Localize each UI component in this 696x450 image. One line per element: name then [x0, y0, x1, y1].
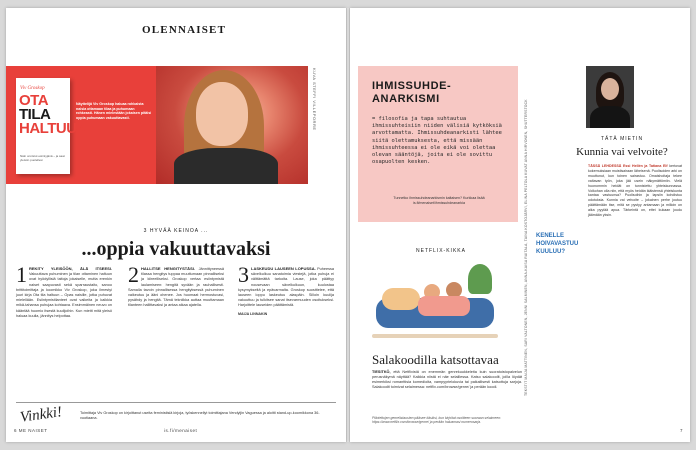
photo-face — [196, 82, 248, 146]
book-title-line2: TILA — [19, 106, 51, 123]
definition-source: Tunnetko ihmissuhdeanarkismin kaltaisen? Kurkkaa lisää is.fi/menaiset/ihmissuhdeanarkia — [393, 196, 485, 205]
step-body: Puheessa sävelkulkuu sanatoimia viestejä, jotka puhuja ei välttämättä tarkoita. Lause, joka päättyy nousevaan sävelkulkuun, kuulostaa kysymykseltä ja epävarmalta. Groskop suosittelee, että lauseen loppu laskeutuu alaspäin. Silloin kuulija vakuuttuu ja tulkitsee sanat itsevarmuuden osoitukseksi. Harjoittele lauseiden päättämistä. — [238, 267, 334, 308]
pillow-shape — [382, 288, 420, 310]
definition-heading: IHMISSUHDE-ANARKISMI — [372, 80, 452, 105]
couch-illustration — [372, 258, 498, 348]
definition-box — [358, 66, 518, 222]
photo-credit: KUVA STEFFI VILLEPORRE — [312, 68, 317, 131]
page-folio-right: 7 — [680, 428, 683, 433]
netflix-title: Salakoodilla katsottavaa — [372, 352, 499, 367]
section-title: OLENNAISET — [142, 24, 227, 36]
step-lead: LASKEUDU LAUSEEN LOPUSSA. — [251, 266, 316, 271]
tip-badge: Vinkki! — [19, 404, 64, 426]
step-number: 1 — [16, 262, 27, 287]
netflix-kicker: NETFLIX-KIKKA — [416, 248, 466, 254]
website-url: is.fi/menaiset — [164, 428, 198, 433]
author-photo — [156, 66, 308, 184]
column-kicker: TÄTÄ MIETIN — [600, 136, 644, 142]
right-page — [350, 8, 690, 442]
book-author: Viv Groskop — [20, 86, 45, 91]
plant-icon — [468, 264, 492, 294]
photo-body — [174, 148, 278, 184]
column-body-text: kertovat kokemuksiaan muistisairaan läheisenä. Puolisoiden arki on muuttunut, kun toinen sairastuu. Omaishoitaja tekee valtavan työn, joka jää usein näkymättömiin. Vielä huonommin heidät on tunnistettu yhteiskunnassa. Voikohan olla niin, että myös heidän ikäistensä yhteiskunta kantaa vastuunsa? Puolisoihin ja lapsiin kohdistuu odotuksia. Kunnia vai velvoite – jokainen perhe joutuu päättämään itse, mitä se pystyy antamaan ja milloin on aika pyytää apua. Tärkeintä on, ettei kukaan joudu jäämään yksin. — [588, 164, 682, 218]
portrait-face — [601, 78, 619, 100]
column-title: Kunnia vai velvoite? — [576, 146, 668, 158]
book-cover — [16, 78, 87, 174]
netflix-body-lead: TIESITKÖ, — [372, 370, 391, 374]
article-headline: ...oppia vakuuttavaksi — [81, 238, 271, 260]
article-column-1 — [16, 262, 112, 319]
definition-text: = filosofia ja tapa suhtautua ihmissuhteisiin niiden välisiä kytköksiä arvottamatta. Ihmissuhdeanarkisti lähtee siitä olettamuksesta, että missään ihmissuhteessa ei ole eikä voi olettaa olevan sääntöjä, joita ei ole sovittu osapuolten kesken. — [372, 116, 502, 166]
book-title-line1: OTA — [19, 92, 49, 109]
left-page — [6, 8, 346, 442]
page-folio-left: 6 ME NAISET — [14, 428, 48, 433]
tip-text: Toimittaja Viv Groskop on kirjoittanut useita feministisiä kirjoja, työskennellyt toimittajana Vendyljin Vaguessa ja aloitti stand-up-koomikkona 36-vuotiaana. — [80, 411, 320, 420]
step-body: Jännittyneessä tilassa hengitys tuppaa muuttumaan pinnalliseksi ja kiireelliseksi. Groskop vertaa esiintymistä laulamiseen: hengitä syvään ja rauhallisesti. Samalla tavoin pinnallisessa hengityksessä puhuminen vaikeutuu ja ääni ohenee. Jos huomaat hermostuvasi, pysähdy ja hengitä. Tämä tekniikka auttaa muuttamaan tilanteen hallittavaksi ja antaa aikaa ajatella. — [128, 267, 224, 308]
step-lead: HALLITSE HENGITYSTÄSI. — [141, 266, 195, 271]
netflix-body-text: että Netflixistä on enemmän genrekuukkeleita kuin suoratoistopalvelun perusnäkymä näyttää? Kaikkia niistä ei näe selaillessa. Katso salakoodit, joilla löydät esimerkiksi romanttisia komedioita, vampyyrielokuvia tai paikallisesti katsottuja sarjoja. Salakoodit toimivat selaimessa: netflix.com/browse/genre/ ja perään koodi. — [372, 370, 522, 389]
credits-vertical: TEKSTIT MAIJA MATTINEN, SARI VALTONEN, JENNI SALMINEN, ANNA-KAISA RAITALA, TAINA KOSTOJÄRVI, ELINA PELTOLA KUVAT ANNA HIRVONEN, SHUTTERSTOCK — [524, 99, 528, 396]
netflix-note: Piilotettujen genrelistausten pääsee käsiksi, kun kirjoitat osoitteen suoraan selaimeen: https://www.netflix.com/browse/genre/ ja perään haluamasi numerosarja. — [372, 416, 501, 425]
article-kicker: 3 HYVÄÄ KEINOA ... — [143, 228, 209, 234]
portrait-body — [590, 106, 630, 128]
floor-line — [372, 334, 498, 338]
book-subtitle: Näin onnistut esiintyjänä – ja saat yleisön puolellesi — [20, 154, 65, 162]
step-number: 3 — [238, 262, 249, 287]
red-caption: Näyttelijä Viv Groskop haluaa rohkaista naisia ottamaan tilaa ja puhumaan rohkeasti. Hänen mielestään jokaisen pitäisi oppia puhumaan vakuuttavasti. — [76, 102, 152, 120]
article-column-3 — [238, 262, 334, 317]
step-lead: REKITY YLEISÖÖN, ÄLÄ ITSEESI. — [29, 266, 112, 271]
column-body-lead: TÄSSÄ LEHDESSÄ Essi Hellén ja Tatiana Elf — [588, 164, 668, 168]
editor-portrait — [586, 66, 634, 128]
step-body: Vakuuttava puhuminen ja tilan ottaminen haltuun ovat hyödyllisiä taitoja jokaiselle, mutta erenkin naiset saapuvasti sekä sparraustaito, sanoo brittitoimittaja ja koomikko Viv Groskop, joka ilmestyi juuri kirja Ota tila haltuun – Opas naisille, jotka puhuvat mielellään. Esiintymistilanteet ovat vaikeita ja kaikkia mikä-tahansa puhujaa kohtaava. Ensimmäinen neuvo on kääntää huomio itsestä kuulijoihin. Kun mietit mitä yleisö haluaa kuulla, jännitys helpottaa. — [16, 272, 112, 318]
column-body — [588, 164, 682, 218]
blanket-shape — [418, 296, 470, 316]
pull-quote: KENELLE HOIVAVASTUU KUULUU? — [536, 233, 579, 255]
step-number: 2 — [128, 262, 139, 287]
book-title-line3: HALTUUN — [19, 120, 87, 137]
article-column-2 — [128, 262, 224, 309]
tip-box — [16, 402, 336, 428]
byline: MAIJA LINNAKIN — [238, 311, 268, 316]
netflix-body — [372, 370, 522, 390]
